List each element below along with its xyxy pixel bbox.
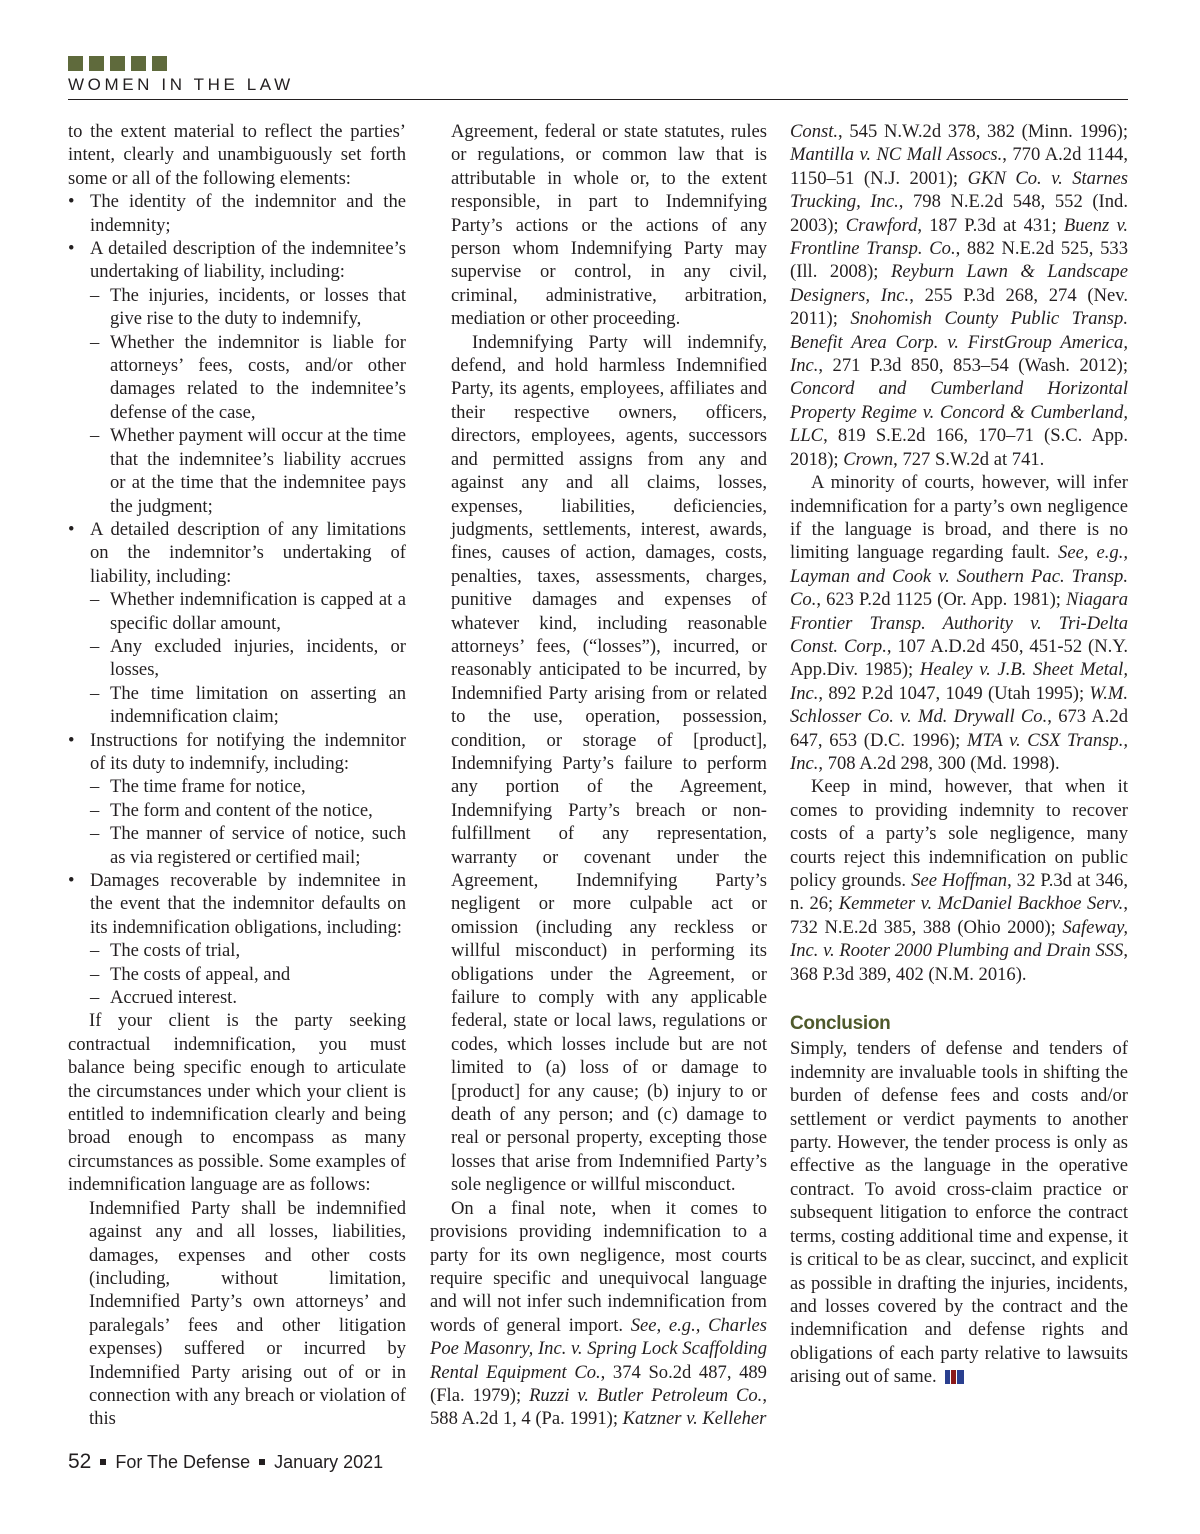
page-footer — [68, 1450, 383, 1474]
text-run: A minority of courts, however, will infer indemnification for a party’s own negligence if the language is broad, and there is no limiting language regarding fault. — [790, 472, 1128, 564]
list-item: • Instructions for notifying the indemnitor of its duty to indemnify, including: — [68, 729, 406, 776]
separator-icon — [259, 1459, 265, 1465]
issue-date: January 2021 — [274, 1451, 384, 1472]
text-run: Simply, tenders of defense and tenders of indemnity are invaluable tools in shifting the burden of defense fees and costs and/or settlement or verdict payments to another party. However, the tender process is only as effective as the language in the operative contract. To avoid cross-claim practice or subsequent litigation to enforce the contract terms, costing additional time and expense, it is critical to be as clear, succinct, and explicit as possible in drafting the injuries, incidents, and losses covered by the contract and the indemnification and defense rights and obligations of each party relative to lawsuits arising out of same. — [790, 1038, 1128, 1388]
text-run: , 892 P.2d 1047, 1049 (Utah 1995); — [818, 682, 1090, 704]
example-clause: Indemnifying Party will indemnify, defend, and hold harmless Indemnified Party, its agents, employees, affiliates and their respective owners, officers, directors, employees, agents, successors and permitted assigns from any and against any and all claims, losses, expenses, liabilities, deficiencies, judgments, settlements, interest, awards, fines, causes of action, damages, costs, penalties, taxes, assessments, charges, punitive damages and expenses of whatever kind, including reasonable attorneys’ fees, (“losses”), incurred, or reasonably anticipated to be incurred, by Indemnified Party arising from or related to the use, operation, possession, condition, or storage of [product], Indemnifying Party’s failure to perform any portion of the Agreement, Indemnifying Party’s breach or non-fulfillment of any representation, warranty or covenant under the Agreement, Indemnifying Party’s negligent or more culpable act or omission (including any reckless or willful misconduct) in performing its obligations under the Agreement, or failure to comply with any applicable federal, state or local laws, regulations or codes, which losses include but are not limited to (a) loss of or damage to [product] for any cause; (b) injury to or death of any person; and (c) damage to real or personal property, excepting those losses that arise from Indemnified Party’s sole negligence or willful misconduct. — [451, 331, 767, 1196]
end-mark-logo-icon — [945, 1370, 965, 1384]
example-clause-continued: Agreement, federal or state statutes, rules or regulations, or common law that is attributable in whole or, to the extent responsible, in part to Indemnifying Party’s actions or the actions of any person whom Indemnifying Party may supervise or control, in any civil, criminal, administrative, arbitration, mediation or other proceeding. — [451, 121, 767, 330]
case-citation: GKN Co. v. Starnes Trucking, Inc. — [790, 167, 1129, 213]
sub-list-item: – Whether payment will occur at the time that the indemnitee’s liability accrues or at the time that the indemnitee pays the judgment; — [68, 424, 406, 518]
header-square — [68, 56, 83, 71]
sub-list-item: – Accrued interest. — [68, 986, 406, 1009]
sub-list-item: – Whether the indemnitor is liable for attorneys’ fees, costs, and/or other damages related to the indemnitee’s defense of the case, — [68, 331, 406, 425]
header-decoration — [68, 56, 167, 71]
sub-list-item: – The costs of trial, — [68, 939, 406, 962]
case-citation: Ruzzi v. Butler Petroleum Co. — [529, 1384, 763, 1406]
text-run: , 727 S.W.2d at 741. — [893, 448, 1045, 470]
case-citation: Katzner v. Kelleher — [622, 1408, 767, 1430]
case-citation: Kemmeter v. McDaniel Backhoe Serv. — [838, 893, 1124, 915]
text-run: , 271 P.3d 850, 853–54 (Wash. 2012); — [818, 355, 1128, 377]
case-citation: Snohomish County Public Transp. Benefit Area Corp. v. FirstGroup America, Inc. — [790, 308, 1128, 377]
case-citation: W.M. Schlosser Co. v. Md. Drywall Co. — [790, 682, 1128, 728]
separator-icon — [100, 1459, 106, 1465]
column-3 — [790, 120, 1128, 1389]
sub-list-item: – The injuries, incidents, or losses that give rise to the duty to indemnify, — [68, 284, 406, 331]
case-citation: See Hoffman — [911, 870, 1008, 891]
sub-list-item: – The manner of service of notice, such as via registered or certified mail; — [68, 822, 406, 869]
text-run: , 374 So.2d 487, 489 (Fla. 1979); — [430, 1361, 767, 1406]
text-run: , 819 S.E.2d 166, 170–71 (S.C. App. 2018); — [790, 425, 1128, 470]
text-run: On a final note, when it comes to provisions providing indemnification to a party for its own negligence, most courts require specific and unequivocal language and will not infer such indemnification from words of general import. — [430, 1197, 767, 1336]
case-citation: See, e.g., Layman and Cook v. Southern Pac. Transp. Co. — [790, 542, 1128, 611]
sub-list-item: – The form and content of the notice, — [68, 799, 406, 822]
section-title: WOMEN IN THE LAW — [68, 75, 294, 94]
conclusion-heading: Conclusion — [790, 1013, 891, 1035]
text-run: Keep in mind, however, that when it comes to providing indemnity to recover costs of a party’s sole negligence, many courts reject this indemnification on public policy grounds. — [790, 776, 1128, 891]
column-1 — [68, 120, 406, 1431]
sub-list-item: – Whether indemnification is capped at a specific dollar amount, — [68, 588, 406, 635]
list-item: • Damages recoverable by indemnitee in the event that the indemnitor defaults on its indemnification obligations, including: — [68, 869, 406, 939]
paragraph — [790, 775, 1128, 986]
text-run: , 32 P.3d at 346, n. 26; — [790, 870, 1128, 915]
elements-list — [68, 190, 406, 1009]
case-citation: Crawford — [845, 214, 918, 236]
case-citation: Const. — [790, 121, 839, 142]
header-square — [152, 56, 167, 71]
case-citation: MTA v. CSX Transp., Inc. — [790, 729, 1128, 774]
case-citation: Buenz v. Frontline Transp. Co. — [790, 214, 1128, 260]
paragraph — [790, 471, 1128, 775]
case-citation: Mantilla v. NC Mall Assocs. — [790, 144, 1003, 166]
text-run: , 107 A.D.2d 450, 451-52 (N.Y. App.Div. 1985); — [790, 635, 1128, 681]
header-square — [89, 56, 104, 71]
text-run: , 545 N.W.2d 378, 382 (Minn. 1996); — [838, 121, 1128, 142]
sub-list-item: – Any excluded injuries, incidents, or losses, — [68, 635, 406, 682]
list-item: • A detailed description of the indemnitee’s undertaking of liability, including: — [68, 237, 406, 284]
text-run: , 673 A.2d 647, 653 (D.C. 1996); — [790, 706, 1129, 751]
header-rule — [68, 99, 1128, 100]
case-citation: Reyburn Lawn & Landscape Designers, Inc. — [790, 261, 1128, 306]
text-run: , 770 A.2d 1144, 1150–51 (N.J. 2001); — [790, 144, 1128, 189]
case-citation: Niagara Frontier Transp. Authority v. Tri-Delta Const. Corp. — [790, 589, 1128, 657]
paragraph: If your client is the party seeking contractual indemnification, you must balance being specific enough to articulate the circumstances under which your client is entitled to indemnification clearly and being broad enough to encompass as many circumstances as possible. Some examples of indemnification language are as follows: — [68, 1010, 406, 1196]
publication-name: For The Defense — [115, 1451, 251, 1472]
text-run: , 882 N.E.2d 525, 533 (Ill. 2008); — [790, 238, 1128, 283]
text-run: , 732 N.E.2d 385, 388 (Ohio 2000); — [790, 893, 1128, 938]
paragraph: to the extent material to reflect the parties’ intent, clearly and unambiguously set forth some or all of the following elements: — [68, 121, 406, 189]
case-citation: Crown — [843, 448, 894, 470]
header-square — [131, 56, 146, 71]
sub-list-item: – The costs of appeal, and — [68, 963, 406, 986]
text-run: , 623 P.2d 1125 (Or. App. 1981); — [816, 589, 1066, 611]
text-run: , 368 P.3d 389, 402 (N.M. 2016). — [790, 940, 1128, 985]
case-citation: Healey v. J.B. Sheet Metal, Inc. — [790, 659, 1128, 704]
text-run: , 708 A.2d 298, 300 (Md. 1998). — [818, 752, 1060, 774]
case-citation: See, e.g., Charles Poe Masonry, Inc. v. Spring Lock Scaffolding Rental Equipment Co. — [430, 1314, 767, 1383]
paragraph — [790, 1037, 1128, 1388]
example-clause: Indemnified Party shall be indemnified against any and all losses, liabilities, damages, expenses and other costs (including, without limitation, Indemnified Party’s own attorneys’ and paralegals’ fees and other litigation expenses) suffered or incurred by Indemnified Party arising out of or in connection with any breach or violation of this — [89, 1197, 406, 1430]
list-item: • The identity of the indemnitor and the indemnity; — [68, 190, 406, 237]
text-run: , 798 N.E.2d 548, 552 (Ind. 2003); — [790, 191, 1128, 236]
header-square — [110, 56, 125, 71]
case-citation: Safeway, Inc. v. Rooter 2000 Plumbing and Drain SSS — [790, 916, 1128, 962]
page-number: 52 — [68, 1450, 92, 1473]
sub-list-item: – The time frame for notice, — [68, 775, 406, 798]
text-run: , 187 P.3d at 431; — [917, 214, 1064, 236]
case-citation: Concord and Cumberland Horizontal Property Regime v. Concord & Cumberland, LLC — [790, 378, 1128, 447]
running-header — [68, 56, 1128, 102]
paragraph — [430, 1197, 767, 1431]
text-run: , 255 P.3d 268, 274 (Nev. 2011); — [790, 284, 1128, 330]
list-item: • A detailed description of any limitations on the indemnitor’s undertaking of liability, including: — [68, 518, 406, 588]
sub-list-item: – The time limitation on asserting an indemnification claim; — [68, 682, 406, 729]
text-run: , 588 A.2d 1, 4 (Pa. 1991); — [430, 1384, 767, 1430]
column-2 — [430, 120, 767, 1431]
paragraph — [790, 120, 1128, 471]
